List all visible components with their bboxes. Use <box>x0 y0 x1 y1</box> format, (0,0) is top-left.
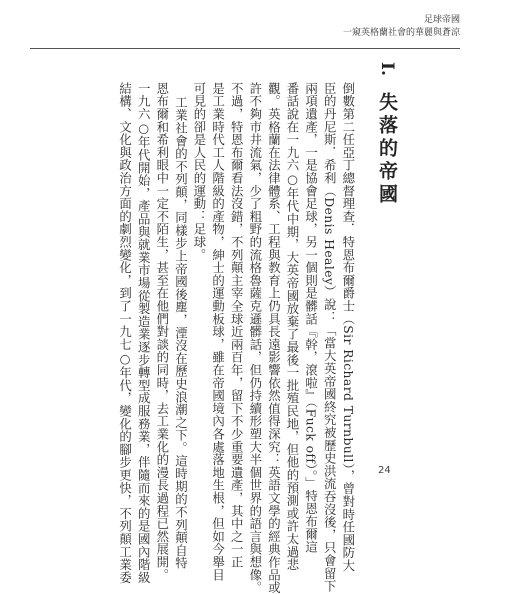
section-number: I. <box>377 62 397 76</box>
text-column: 不過，特恩布爾看法沒錯，不列顛主宰全球近兩百年，留下不少重要遺產，其中之一正 <box>229 82 245 569</box>
text-column: 倒數第二任亞丁總督理查．特恩布爾爵士（Sir Richard Turnbull），曾對時任國防大 <box>340 82 356 572</box>
text-column: 恩布爾和希利眼中一定不陌生，甚至在他們對談的同時，去工業化的漫長過程已然展開。 <box>154 82 170 582</box>
page-number: 24 <box>378 465 391 476</box>
section-title: 失落的帝國 <box>376 92 398 207</box>
header-book-subtitle: 一窺英格蘭社會的華麗與蒼涼 <box>342 28 460 38</box>
text-column: 觀。英格蘭在法律體系、工程與教育上仍具長遠影響依然值得深究：英語文學的經典作品或 <box>266 82 282 594</box>
text-column: 臣的丹尼斯．希利（Denis Healey）說：「當大英帝國終究被歷史洪流吞沒後，只會留下 <box>322 82 338 593</box>
text-column: 工業社會的不列顛，同樣步上帝國後塵，湮沒在歷史浪潮之下。這時期的不列顛自特 <box>173 96 189 570</box>
text-column: 番話說在一九六○年代中期，大英帝國放棄了最後一批殖民地，但他的預測或許太過悲 <box>284 82 300 571</box>
text-column: 是工業時代工人階級的產物，紳士的運動板球，雖在帝國境內各處落地生根，但如今舉目 <box>210 82 226 582</box>
header-divider <box>30 48 460 49</box>
text-column: 一九六○年代開始，產品與就業市場從製造業逐步轉型成服務業，伴隨而來的是國內階級 <box>136 82 152 584</box>
text-column: 兩項遺產，一是協會足球，另一個則是髒話『幹，滾啦』（Fuck off）。」特恩布爾這 <box>303 82 319 554</box>
text-column: 許不夠市井流氣，少了粗野的流格魯薩克遜髒話，但仍持續形塑大半個世界的語言與想像。 <box>247 82 263 594</box>
running-header <box>343 14 460 40</box>
header-book-title: 足球帝國 <box>423 15 460 25</box>
text-column: 結構、文化與政治方面的劇烈變化，到了一九七○年代，變化的腳步更快，不列顛工業委 <box>117 82 133 584</box>
text-column: 可見的卻是人民的運動：足球。 <box>191 82 207 262</box>
